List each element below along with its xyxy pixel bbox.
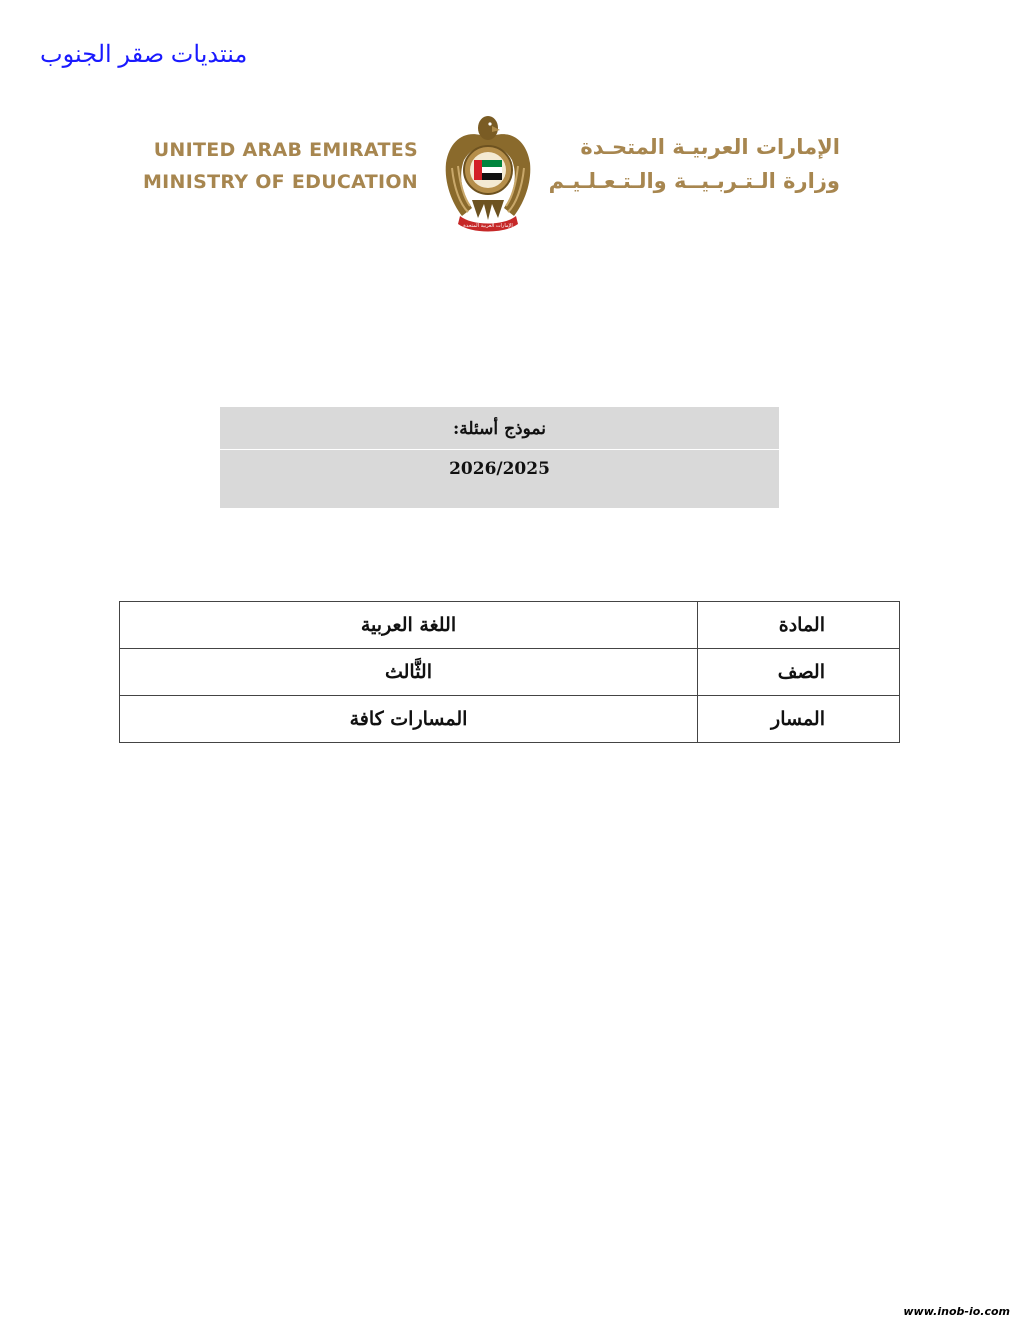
row-value-grade: الثَّالث: [120, 649, 698, 696]
emblem-banner-text: الإمارات العربية المتحدة: [463, 223, 513, 229]
table-row: [120, 602, 900, 649]
row-label-subject: المادة: [698, 602, 900, 649]
header-arabic: [548, 130, 840, 198]
row-label-track: المسار: [698, 696, 900, 743]
exam-info-box: [220, 407, 779, 508]
forum-watermark: منتديات صقر الجنوب: [40, 41, 248, 68]
exam-title: نموذج أسئلة:: [220, 407, 779, 450]
table-row: [120, 649, 900, 696]
ministry-header: [120, 108, 900, 238]
exam-year: 2026/2025: [449, 459, 550, 479]
header-english: [120, 134, 418, 198]
table-row: [120, 696, 900, 743]
subject-info-table: [119, 601, 900, 743]
header-ar-line1: الإمارات العربيـة المتحـدة: [580, 135, 840, 159]
header-ar-line2: وزارة الـتـربـيــة والـتـعـلـيـم: [548, 169, 840, 193]
row-label-grade: الصف: [698, 649, 900, 696]
header-en-line2: MINISTRY OF EDUCATION: [142, 171, 418, 193]
uae-emblem-icon: [438, 108, 538, 232]
header-en-line1: UNITED ARAB EMIRATES: [153, 139, 418, 161]
footer-url: www.inob-io.com: [903, 1305, 1010, 1318]
row-value-track: المسارات كافة: [120, 696, 698, 743]
row-value-subject: اللغة العربية: [120, 602, 698, 649]
